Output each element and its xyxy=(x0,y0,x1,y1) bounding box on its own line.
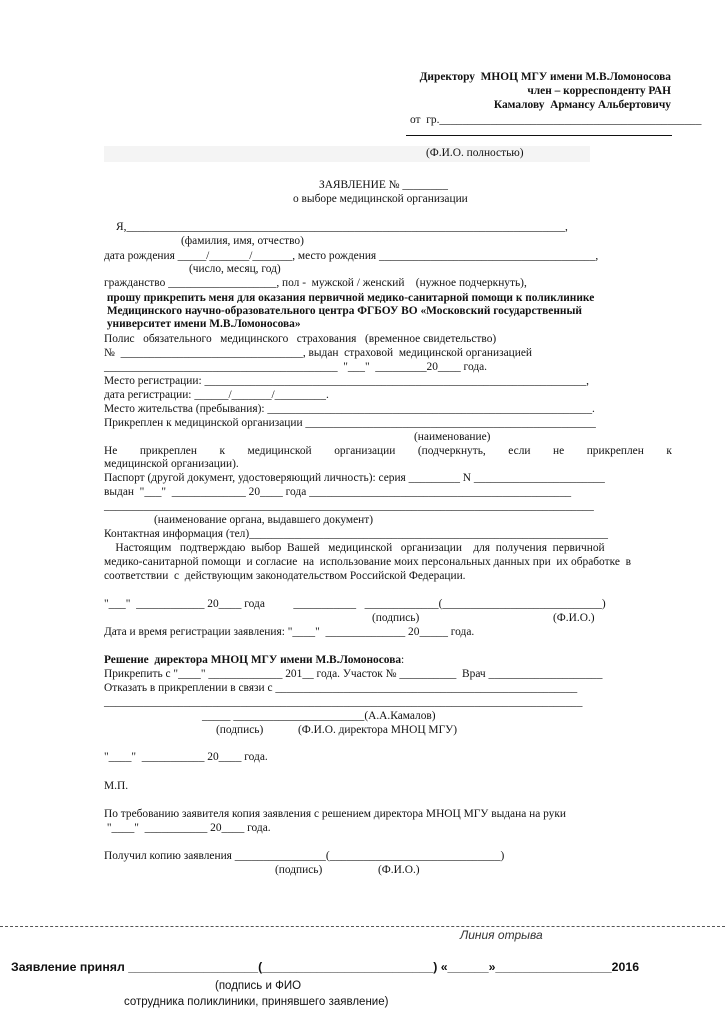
application-title: ЗАЯВЛЕНИЕ № ________ xyxy=(319,179,448,191)
passport-series-field[interactable]: Паспорт (другой документ, удостоверяющий личность): серия _________ N _______________________ xyxy=(104,472,605,484)
consent-line-2: медико-санитарной помощи и согласие на использование моих персональных данных при их обработке в xyxy=(104,556,631,568)
birth-date-place-field[interactable]: дата рождения _____/_______/_______, место рождения ______________________________________, xyxy=(104,250,599,262)
word-2: прикреплен xyxy=(139,445,197,457)
accepted-hint-2: сотрудника поликлиники, принявшего заявление) xyxy=(124,996,389,1008)
policy-label: Полис обязательного медицинского страхования (временное свидетельство) xyxy=(104,333,497,345)
tear-off-line xyxy=(0,926,725,927)
consent-line-1: Настоящим подтверждаю выбор Вашей медицинской организации для получения первичной xyxy=(104,542,605,554)
accepted-by-field[interactable]: Заявление принял ___________________(_________________________) «______»_________________2016 xyxy=(11,960,640,974)
attach-from-field[interactable]: Прикрепить с "____" _____________ 201__ года. Участок № __________ Врач ____________________ xyxy=(104,668,603,680)
not-attached-line xyxy=(104,445,672,457)
accepted-hint-1: (подпись и ФИО xyxy=(215,980,302,992)
registration-place-field[interactable]: Место регистрации: ___________________________________________________________________, xyxy=(104,375,589,387)
word-7: если xyxy=(508,445,531,457)
copy-fio-hint: (Ф.И.О.) xyxy=(378,864,420,876)
word-5: организации xyxy=(334,445,396,457)
contact-info-field[interactable]: Контактная информация (тел)_______________________________________________________________ xyxy=(104,528,608,540)
director-signature-hint: (подпись) xyxy=(216,724,264,736)
fio-hint: (Ф.И.О. полностью) xyxy=(426,147,524,159)
attached-org-field[interactable]: Прикреплен к медицинской организации ___________________________________________________ xyxy=(104,417,596,429)
residence-field[interactable]: Место жительства (пребывания): _________________________________________________________. xyxy=(104,403,595,415)
refuse-reason-field[interactable]: Отказать в прикреплении в связи с _____________________________________________________ xyxy=(104,682,578,694)
director-fio-hint: (Ф.И.О. директора МНОЦ МГУ) xyxy=(298,724,458,736)
policy-number-field[interactable]: № ________________________________, выдан страховой медицинской организацией xyxy=(104,347,532,359)
copy-issued-date-field[interactable]: "____" ___________ 20____ года. xyxy=(104,822,271,834)
full-name-hint: (фамилия, имя, отчество) xyxy=(181,235,304,247)
request-line-1: прошу прикрепить меня для оказания первичной медико-санитарной помощи к поликлинике xyxy=(104,292,595,304)
word-3: к xyxy=(219,445,226,457)
policy-insurer-field[interactable]: _________________________________________ "___" _________20____ года. xyxy=(104,361,488,373)
word-10: к xyxy=(666,445,672,457)
decision-date-field[interactable]: "____" ___________ 20____ года. xyxy=(104,751,268,763)
passport-issuer-hint: (наименование органа, выдавшего документ) xyxy=(154,514,373,526)
director-signature-field[interactable]: _____ _______________________(А.А.Камалов) xyxy=(202,710,436,722)
addressee-line-1: Директору МНОЦ МГУ имени М.В.Ломоносова xyxy=(419,71,671,83)
applicant-from-field[interactable]: от гр.______________________________________________ xyxy=(410,114,702,126)
fio-hint-2: (Ф.И.О.) xyxy=(553,612,595,624)
tear-off-label: Линия отрыва xyxy=(460,928,543,942)
copy-issued-line: По требованию заявителя копия заявления с решением директора МНОЦ МГУ выдана на руки xyxy=(104,808,566,820)
stamp-place: М.П. xyxy=(104,780,129,792)
copy-signature-hint: (подпись) xyxy=(275,864,323,876)
request-line-3: университет имени М.В.Ломоносова» xyxy=(104,318,301,330)
decision-heading: Решение директора МНОЦ МГУ имени М.В.Ломоносова: xyxy=(104,654,405,666)
word-4: медицинской xyxy=(247,445,312,457)
passport-issuer-line[interactable]: ______________________________________________________________________________________ xyxy=(104,500,594,512)
birth-date-hint: (число, месяц, год) xyxy=(189,263,281,275)
attached-org-hint: (наименование) xyxy=(414,431,491,443)
citizenship-sex-field[interactable]: гражданство ___________________, пол - мужской / женский (нужное подчеркнуть), xyxy=(104,277,527,289)
word-9: прикреплен xyxy=(586,445,644,457)
passport-issued-field[interactable]: выдан "___" _____________ 20____ года ______________________________________________ xyxy=(104,486,572,498)
word-8: не xyxy=(553,445,565,457)
copy-received-field[interactable]: Получил копию заявления ________________(______________________________) xyxy=(104,850,505,862)
request-line-2: Медицинского научно-образовательного центра ФГБОУ ВО «Московский государственный xyxy=(104,305,582,317)
not-attached-line-2: медицинской организации). xyxy=(104,458,239,470)
application-subtitle: о выборе медицинской организации xyxy=(293,193,468,205)
word-1: Не xyxy=(104,445,118,457)
consent-line-3: соответствии с действующим законодательством Российской Федерации. xyxy=(104,570,466,582)
applicant-name-line[interactable] xyxy=(406,135,672,136)
word-6: (подчеркнуть, xyxy=(417,445,486,457)
applicant-signature-field[interactable]: "___" ____________ 20____ года ___________ _____________(____________________________) xyxy=(104,598,606,610)
registration-date-field[interactable]: дата регистрации: ______/_______/_________. xyxy=(104,389,329,401)
full-name-field[interactable]: Я,_____________________________________________________________________________, xyxy=(116,221,568,233)
signature-hint: (подпись) xyxy=(372,612,420,624)
registration-datetime-field[interactable]: Дата и время регистрации заявления: "____" ______________ 20_____ года. xyxy=(104,626,475,638)
refuse-reason-line[interactable]: ____________________________________________________________________________________ xyxy=(104,696,583,708)
addressee-line-2: член – корреспонденту РАН xyxy=(527,85,671,97)
addressee-line-3: Камалову Армансу Альбертовичу xyxy=(493,99,671,111)
